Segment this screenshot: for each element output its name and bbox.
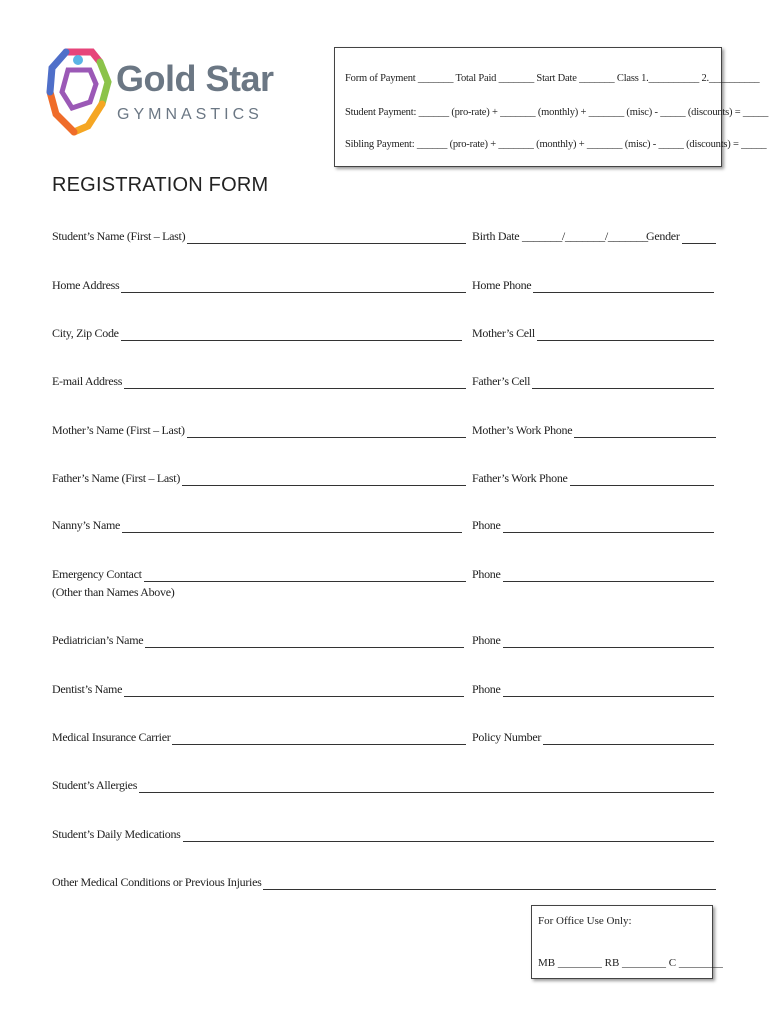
field-label: Student’s Name (First – Last): [52, 229, 186, 243]
field-label: Emergency Contact: [52, 567, 142, 581]
form-title: REGISTRATION FORM: [52, 174, 269, 196]
payment-line-1: Form of Payment _______ Total Paid _______ Start Date _______ Class 1.__________ 2.__________: [345, 73, 760, 84]
field-label: Phone: [472, 682, 501, 696]
office-use-codes: MB ________ RB ________ C ________: [538, 957, 723, 969]
mother-work-phone-field[interactable]: [472, 423, 716, 438]
field-label: Pediatrician’s Name: [52, 633, 144, 647]
pediatrician-name-field[interactable]: [52, 633, 464, 648]
allergies-field[interactable]: [52, 778, 714, 793]
policy-number-field[interactable]: [472, 730, 714, 745]
gold-star-logo: [44, 44, 274, 139]
field-label: Student’s Allergies: [52, 778, 138, 792]
medical-conditions-field[interactable]: [52, 875, 716, 890]
field-label: Nanny’s Name: [52, 518, 121, 532]
payment-line-2: Student Payment: ______ (pro-rate) + _______ (monthly) + _______ (misc) - _____ (discounts) = _____: [345, 107, 769, 118]
field-label: Mother’s Cell: [472, 326, 535, 340]
mother-name-field[interactable]: [52, 423, 466, 438]
pediatrician-phone-field[interactable]: [472, 633, 714, 648]
daily-medications-field[interactable]: [52, 827, 714, 842]
father-name-field[interactable]: [52, 471, 466, 486]
dentist-phone-field[interactable]: [472, 682, 714, 697]
field-label: Father’s Work Phone: [472, 471, 568, 485]
field-label: Phone: [472, 567, 501, 581]
field-label: City, Zip Code: [52, 326, 119, 340]
field-label: Other Medical Conditions or Previous Injuries: [52, 875, 262, 889]
birth-date-label: Birth Date _______/_______/_______: [472, 229, 648, 243]
gender-label: Gender: [646, 229, 680, 243]
field-label: Policy Number: [472, 730, 542, 744]
field-label: Home Phone: [472, 278, 532, 292]
field-label: Medical Insurance Carrier: [52, 730, 171, 744]
office-use-box: [531, 905, 723, 979]
logo-title: Gold Star: [116, 58, 274, 99]
home-address-field[interactable]: [52, 278, 466, 293]
gender-field[interactable]: [646, 229, 716, 244]
emergency-contact-field[interactable]: [52, 567, 466, 582]
field-label: E-mail Address: [52, 374, 123, 388]
home-phone-field[interactable]: [472, 278, 714, 293]
field-label: Father’s Cell: [472, 374, 531, 388]
nanny-phone-field[interactable]: [472, 518, 714, 533]
field-label: Phone: [472, 633, 501, 647]
father-work-phone-field[interactable]: [472, 471, 714, 486]
payment-line-3: Sibling Payment: ______ (pro-rate) + _______ (monthly) + _______ (misc) - _____ (discounts) = _____: [345, 139, 767, 150]
field-label: Dentist’s Name: [52, 682, 123, 696]
field-label: Student’s Daily Medications: [52, 827, 181, 841]
field-label: Mother’s Name (First – Last): [52, 423, 185, 437]
email-field[interactable]: [52, 374, 466, 389]
emergency-phone-field[interactable]: [472, 567, 714, 582]
field-label: Phone: [472, 518, 501, 532]
field-label: Father’s Name (First – Last): [52, 471, 181, 485]
emergency-note: (Other than Names Above): [52, 585, 175, 599]
father-cell-field[interactable]: [472, 374, 714, 389]
nanny-name-field[interactable]: [52, 518, 462, 533]
field-label: Mother’s Work Phone: [472, 423, 573, 437]
city-zip-field[interactable]: [52, 326, 462, 341]
insurance-carrier-field[interactable]: [52, 730, 466, 745]
logo-subtitle: GYMNASTICS: [117, 106, 263, 123]
field-label: Home Address: [52, 278, 120, 292]
logo-star-icon: [44, 44, 114, 139]
dentist-name-field[interactable]: [52, 682, 464, 697]
mother-cell-field[interactable]: [472, 326, 714, 341]
student-name-field[interactable]: [52, 229, 466, 244]
office-use-title: For Office Use Only:: [538, 915, 632, 927]
payment-box: [334, 47, 769, 167]
birth-date-field[interactable]: [472, 229, 648, 244]
